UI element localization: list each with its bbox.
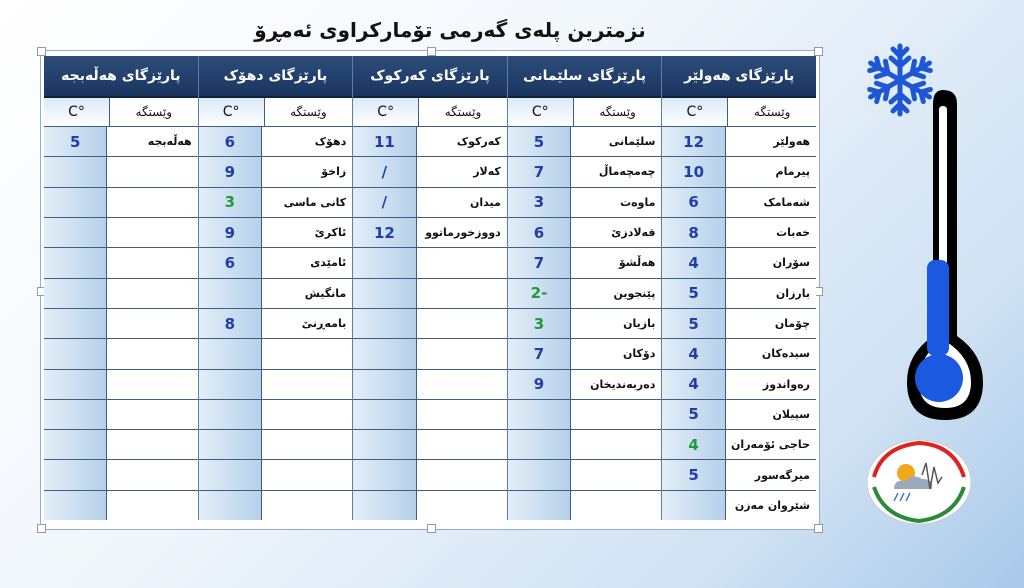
temperature-cell[interactable]: 4 [662,370,724,399]
station-cell[interactable]: پێنجوین [570,279,661,308]
table-row [199,157,353,187]
region-header: پارێزگای دهۆک [199,56,353,98]
table-row [353,309,507,339]
table-row [44,400,198,430]
station-header: وێستگە [418,98,507,126]
thermometer-icon [895,78,995,428]
station-cell[interactable] [416,279,507,308]
station-cell[interactable]: سپیلان [725,400,816,429]
station-cell[interactable]: قەلادزێ [570,218,661,247]
table-row [353,248,507,278]
table-row [44,279,198,309]
station-cell[interactable] [106,279,197,308]
region-column [44,56,198,520]
station-cell[interactable]: کانی ماسی [261,188,352,217]
table-row [199,430,353,460]
temperature-cell[interactable] [199,339,261,368]
temperature-cell[interactable]: 7 [508,339,570,368]
station-cell[interactable] [570,491,661,520]
station-cell[interactable]: زاخۆ [261,157,352,186]
table-row [662,188,816,218]
temperature-cell[interactable] [44,400,106,429]
temperature-cell[interactable] [353,279,415,308]
station-cell[interactable]: دەربەندیخان [570,370,661,399]
temperature-cell[interactable]: / [353,188,415,217]
table-row [199,491,353,520]
station-header: وێستگە [109,98,198,126]
table-row [662,370,816,400]
temperature-cell[interactable] [199,370,261,399]
table-row [353,339,507,369]
temperature-cell[interactable] [199,400,261,429]
temperature-cell[interactable]: 5 [662,279,724,308]
table-row [508,460,662,490]
table-row [508,279,662,309]
temperature-cell[interactable]: 5 [44,127,106,156]
station-cell[interactable]: خەبات [725,218,816,247]
temperature-cell[interactable]: 4 [662,339,724,368]
table-row [353,370,507,400]
temperature-cell[interactable]: 8 [199,309,261,338]
station-header: وێستگە [573,98,662,126]
table-row [199,400,353,430]
station-cell[interactable]: دووزخورماتوو [416,218,507,247]
temperature-cell[interactable] [44,188,106,217]
table-row [662,339,816,369]
temperature-cell[interactable] [44,218,106,247]
table-row [662,400,816,430]
temperature-cell[interactable]: 5 [508,127,570,156]
station-cell[interactable]: مانگیش [261,279,352,308]
temperature-cell[interactable]: 8 [662,218,724,247]
station-cell[interactable] [261,460,352,489]
station-cell[interactable] [261,370,352,399]
temperature-cell[interactable] [44,460,106,489]
table-row [199,127,353,157]
table-row [353,460,507,490]
table-row [508,218,662,248]
region-header: پارێزگای هەولێر [662,56,816,98]
station-cell[interactable]: دهۆک [261,127,352,156]
station-cell[interactable]: سۆران [725,248,816,277]
temperature-cell[interactable] [44,248,106,277]
table-row [44,248,198,278]
station-cell[interactable]: هەولێر [725,127,816,156]
table-row [662,491,816,520]
column-subheader [44,98,198,127]
station-cell[interactable]: پیرمام [725,157,816,186]
temperature-cell[interactable]: 12 [662,127,724,156]
temperature-cell[interactable]: 9 [199,218,261,247]
region-column [198,56,353,520]
station-cell[interactable] [106,188,197,217]
column-subheader [662,98,816,127]
temperature-cell[interactable] [508,400,570,429]
station-cell[interactable] [416,400,507,429]
station-cell[interactable]: حاجی ئۆمەران [725,430,816,459]
table-row [199,248,353,278]
temperature-cell[interactable]: 6 [662,188,724,217]
temperature-cell[interactable] [44,430,106,459]
temperature-cell[interactable]: 5 [662,460,724,489]
station-cell[interactable]: شەمامک [725,188,816,217]
temperature-cell[interactable] [353,309,415,338]
temperature-cell[interactable] [44,370,106,399]
temperature-cell[interactable] [353,248,415,277]
station-cell[interactable]: بارزان [725,279,816,308]
temperature-cell[interactable]: 5 [662,400,724,429]
station-cell[interactable] [416,460,507,489]
temperature-cell[interactable] [44,157,106,186]
station-cell[interactable]: سلێمانی [570,127,661,156]
resize-handle-top[interactable] [427,47,436,56]
table-row [508,248,662,278]
station-cell[interactable]: چۆمان [725,309,816,338]
table-row [44,491,198,520]
temperature-cell[interactable] [353,460,415,489]
table-row [353,400,507,430]
temperature-cell[interactable] [353,491,415,520]
temperature-cell[interactable] [508,460,570,489]
table-row [353,430,507,460]
table-row [44,339,198,369]
resize-handle-bottom[interactable] [427,524,436,533]
station-header: وێستگە [264,98,353,126]
table-row [44,188,198,218]
station-cell[interactable]: بامەڕنێ [261,309,352,338]
temperature-cell[interactable]: 4 [662,248,724,277]
station-cell[interactable]: ماوەت [570,188,661,217]
station-header: وێستگە [727,98,816,126]
temperature-table [44,56,816,520]
station-cell[interactable] [261,400,352,429]
table-row [44,460,198,490]
temp-header: °C [508,98,573,126]
station-cell[interactable]: ئامێدی [261,248,352,277]
region-column [661,56,816,520]
station-cell[interactable]: هەڵەبجە [106,127,197,156]
table-row [199,460,353,490]
region-header: پارێزگای کەرکوک [353,56,507,98]
meteorology-logo [864,437,974,527]
table-row [662,218,816,248]
resize-handle-bottom-right[interactable] [814,524,823,533]
station-cell[interactable]: هەڵشۆ [570,248,661,277]
station-cell[interactable] [261,491,352,520]
table-row [353,127,507,157]
table-row [44,309,198,339]
station-cell[interactable]: بازیان [570,309,661,338]
station-cell[interactable] [106,218,197,247]
temperature-cell[interactable] [662,491,724,520]
temperature-cell[interactable] [44,491,106,520]
temperature-cell[interactable]: 3 [508,309,570,338]
temperature-cell[interactable]: 7 [508,157,570,186]
table-row [199,218,353,248]
station-cell[interactable] [106,400,197,429]
table-row [508,127,662,157]
station-cell[interactable]: سیدەکان [725,339,816,368]
table-row [508,370,662,400]
station-cell[interactable] [416,370,507,399]
station-cell[interactable] [416,491,507,520]
station-cell[interactable] [570,400,661,429]
resize-handle-bottom-left[interactable] [37,524,46,533]
table-row [662,279,816,309]
station-cell[interactable] [106,157,197,186]
temperature-cell[interactable] [44,309,106,338]
table-row [508,339,662,369]
temperature-cell[interactable] [44,339,106,368]
table-row [508,400,662,430]
temperature-cell[interactable]: 6 [199,127,261,156]
table-row [199,188,353,218]
table-row [508,188,662,218]
station-cell[interactable]: دۆکان [570,339,661,368]
table-row [44,430,198,460]
table-row [44,127,198,157]
temperature-cell[interactable] [44,279,106,308]
region-column [352,56,507,520]
station-cell[interactable] [106,309,197,338]
temperature-cell[interactable] [353,400,415,429]
temperature-cell[interactable]: / [353,157,415,186]
table-row [662,460,816,490]
table-row [353,157,507,187]
station-cell[interactable] [416,309,507,338]
temperature-cell[interactable] [353,339,415,368]
temperature-cell[interactable]: 3 [508,188,570,217]
region-header: پارێزگای سلێمانی [508,56,662,98]
temperature-cell[interactable] [199,430,261,459]
table-row [199,279,353,309]
station-cell[interactable]: چەمچەماڵ [570,157,661,186]
column-subheader [199,98,353,127]
table-row [508,430,662,460]
station-cell[interactable] [416,339,507,368]
temperature-cell[interactable]: 12 [353,218,415,247]
table-row [353,279,507,309]
temperature-cell[interactable]: 6 [508,218,570,247]
station-cell[interactable] [106,460,197,489]
table-row [353,218,507,248]
resize-handle-top-left[interactable] [37,47,46,56]
temperature-cell[interactable]: -2 [508,279,570,308]
column-subheader [508,98,662,127]
station-cell[interactable] [106,430,197,459]
table-row [199,339,353,369]
temperature-cell[interactable]: 6 [199,248,261,277]
station-cell[interactable]: شێروان مەزن [725,491,816,520]
page-title: نزمترین پلەی گەرمی تۆمارکراوی ئەمڕۆ [254,18,646,42]
temperature-cell[interactable]: 11 [353,127,415,156]
table-row [662,430,816,460]
table-row [199,370,353,400]
table-row [508,309,662,339]
table-row [662,157,816,187]
station-cell[interactable] [416,248,507,277]
table-row [44,218,198,248]
temperature-cell[interactable] [199,460,261,489]
temperature-cell[interactable]: 3 [199,188,261,217]
station-cell[interactable] [261,430,352,459]
region-column [507,56,662,520]
table-row [199,309,353,339]
station-cell[interactable] [106,370,197,399]
temperature-cell[interactable]: 9 [508,370,570,399]
table-row [662,127,816,157]
temp-header: °C [662,98,727,126]
temp-header: °C [199,98,264,126]
temperature-cell[interactable] [353,370,415,399]
station-cell[interactable] [106,339,197,368]
station-cell[interactable] [570,460,661,489]
table-row [662,309,816,339]
station-cell[interactable]: کەرکوک [416,127,507,156]
station-cell[interactable] [416,430,507,459]
temperature-cell[interactable]: 4 [662,430,724,459]
table-row [44,370,198,400]
table-row [508,157,662,187]
station-cell[interactable]: رەواندوز [725,370,816,399]
column-subheader [353,98,507,127]
temperature-cell[interactable] [508,491,570,520]
temperature-cell[interactable]: 7 [508,248,570,277]
table-row [353,491,507,520]
temp-header: °C [353,98,418,126]
temp-header: °C [44,98,109,126]
table-row [44,157,198,187]
station-cell[interactable]: کەلار [416,157,507,186]
temperature-cell[interactable] [508,430,570,459]
station-cell[interactable] [106,248,197,277]
station-cell[interactable] [106,491,197,520]
temperature-cell[interactable] [199,491,261,520]
station-cell[interactable]: میدان [416,188,507,217]
station-cell[interactable] [261,339,352,368]
region-header: پارێزگای هەڵەبجە [44,56,198,98]
temperature-cell[interactable] [353,430,415,459]
temperature-cell[interactable] [199,279,261,308]
temperature-cell[interactable]: 9 [199,157,261,186]
station-cell[interactable] [570,430,661,459]
temperature-cell[interactable]: 10 [662,157,724,186]
temperature-cell[interactable]: 5 [662,309,724,338]
station-cell[interactable]: میرگەسور [725,460,816,489]
table-row [508,491,662,520]
table-row [353,188,507,218]
resize-handle-top-right[interactable] [814,47,823,56]
station-cell[interactable]: ئاکرێ [261,218,352,247]
table-row [662,248,816,278]
